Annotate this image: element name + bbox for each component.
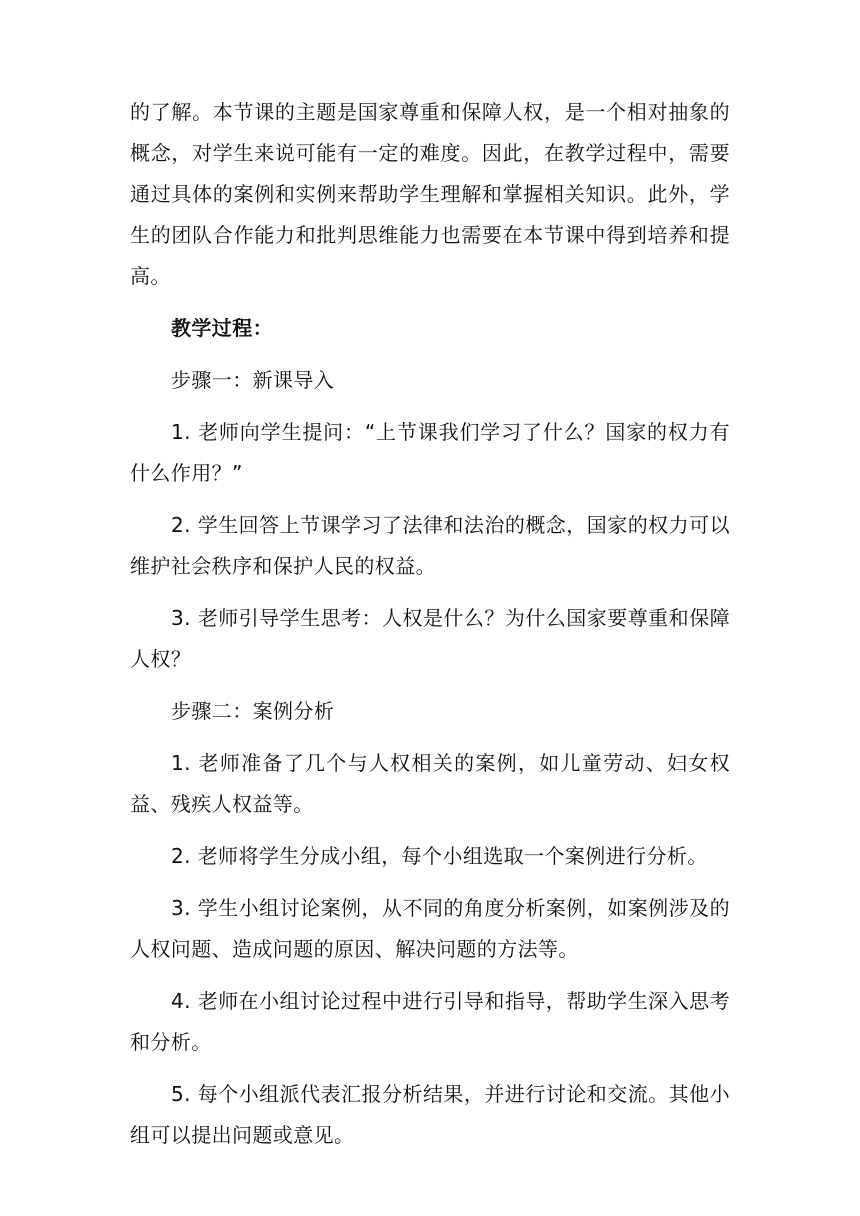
step-one-title: 步骤一：新课导入 <box>171 368 335 392</box>
document-body <box>130 92 730 1167</box>
paragraph-continued-intro: 的了解。本节课的主题是国家尊重和保障人权，是一个相对抽象的概念，对学生来说可能有一定的难度。因此，在教学过程中，需要通过具体的案例和实例来帮助学生理解和掌握相关知识。此外，学生的团队合作能力和批判思维能力也需要在本节课中得到培养和提高。 <box>130 100 730 288</box>
list-item: 5. 每个小组派代表汇报分析结果，并进行讨论和交流。其他小组可以提出问题或意见。 <box>130 1082 730 1147</box>
list-item: 3. 老师引导学生思考：人权是什么？为什么国家要尊重和保障人权？ <box>130 606 730 671</box>
section-heading-teaching-process: 教学过程： <box>171 316 273 340</box>
list-item: 2. 老师将学生分成小组，每个小组选取一个案例进行分析。 <box>171 844 708 868</box>
list-item: 1. 老师准备了几个与人权相关的案例，如儿童劳动、妇女权益、残疾人权益等。 <box>130 751 730 816</box>
list-item: 4. 老师在小组讨论过程中进行引导和指导，帮助学生深入思考和分析。 <box>130 989 730 1054</box>
list-item: 3. 学生小组讨论案例，从不同的角度分析案例，如案例涉及的人权问题、造成问题的原因、解决问题的方法等。 <box>130 896 730 961</box>
list-item: 1. 老师向学生提问：“上节课我们学习了什么？国家的权力有什么作用？” <box>130 420 730 485</box>
step-two-title: 步骤二：案例分析 <box>171 699 335 723</box>
list-item: 2. 学生回答上节课学习了法律和法治的概念，国家的权力可以维护社会秩序和保护人民的权益。 <box>130 513 730 578</box>
